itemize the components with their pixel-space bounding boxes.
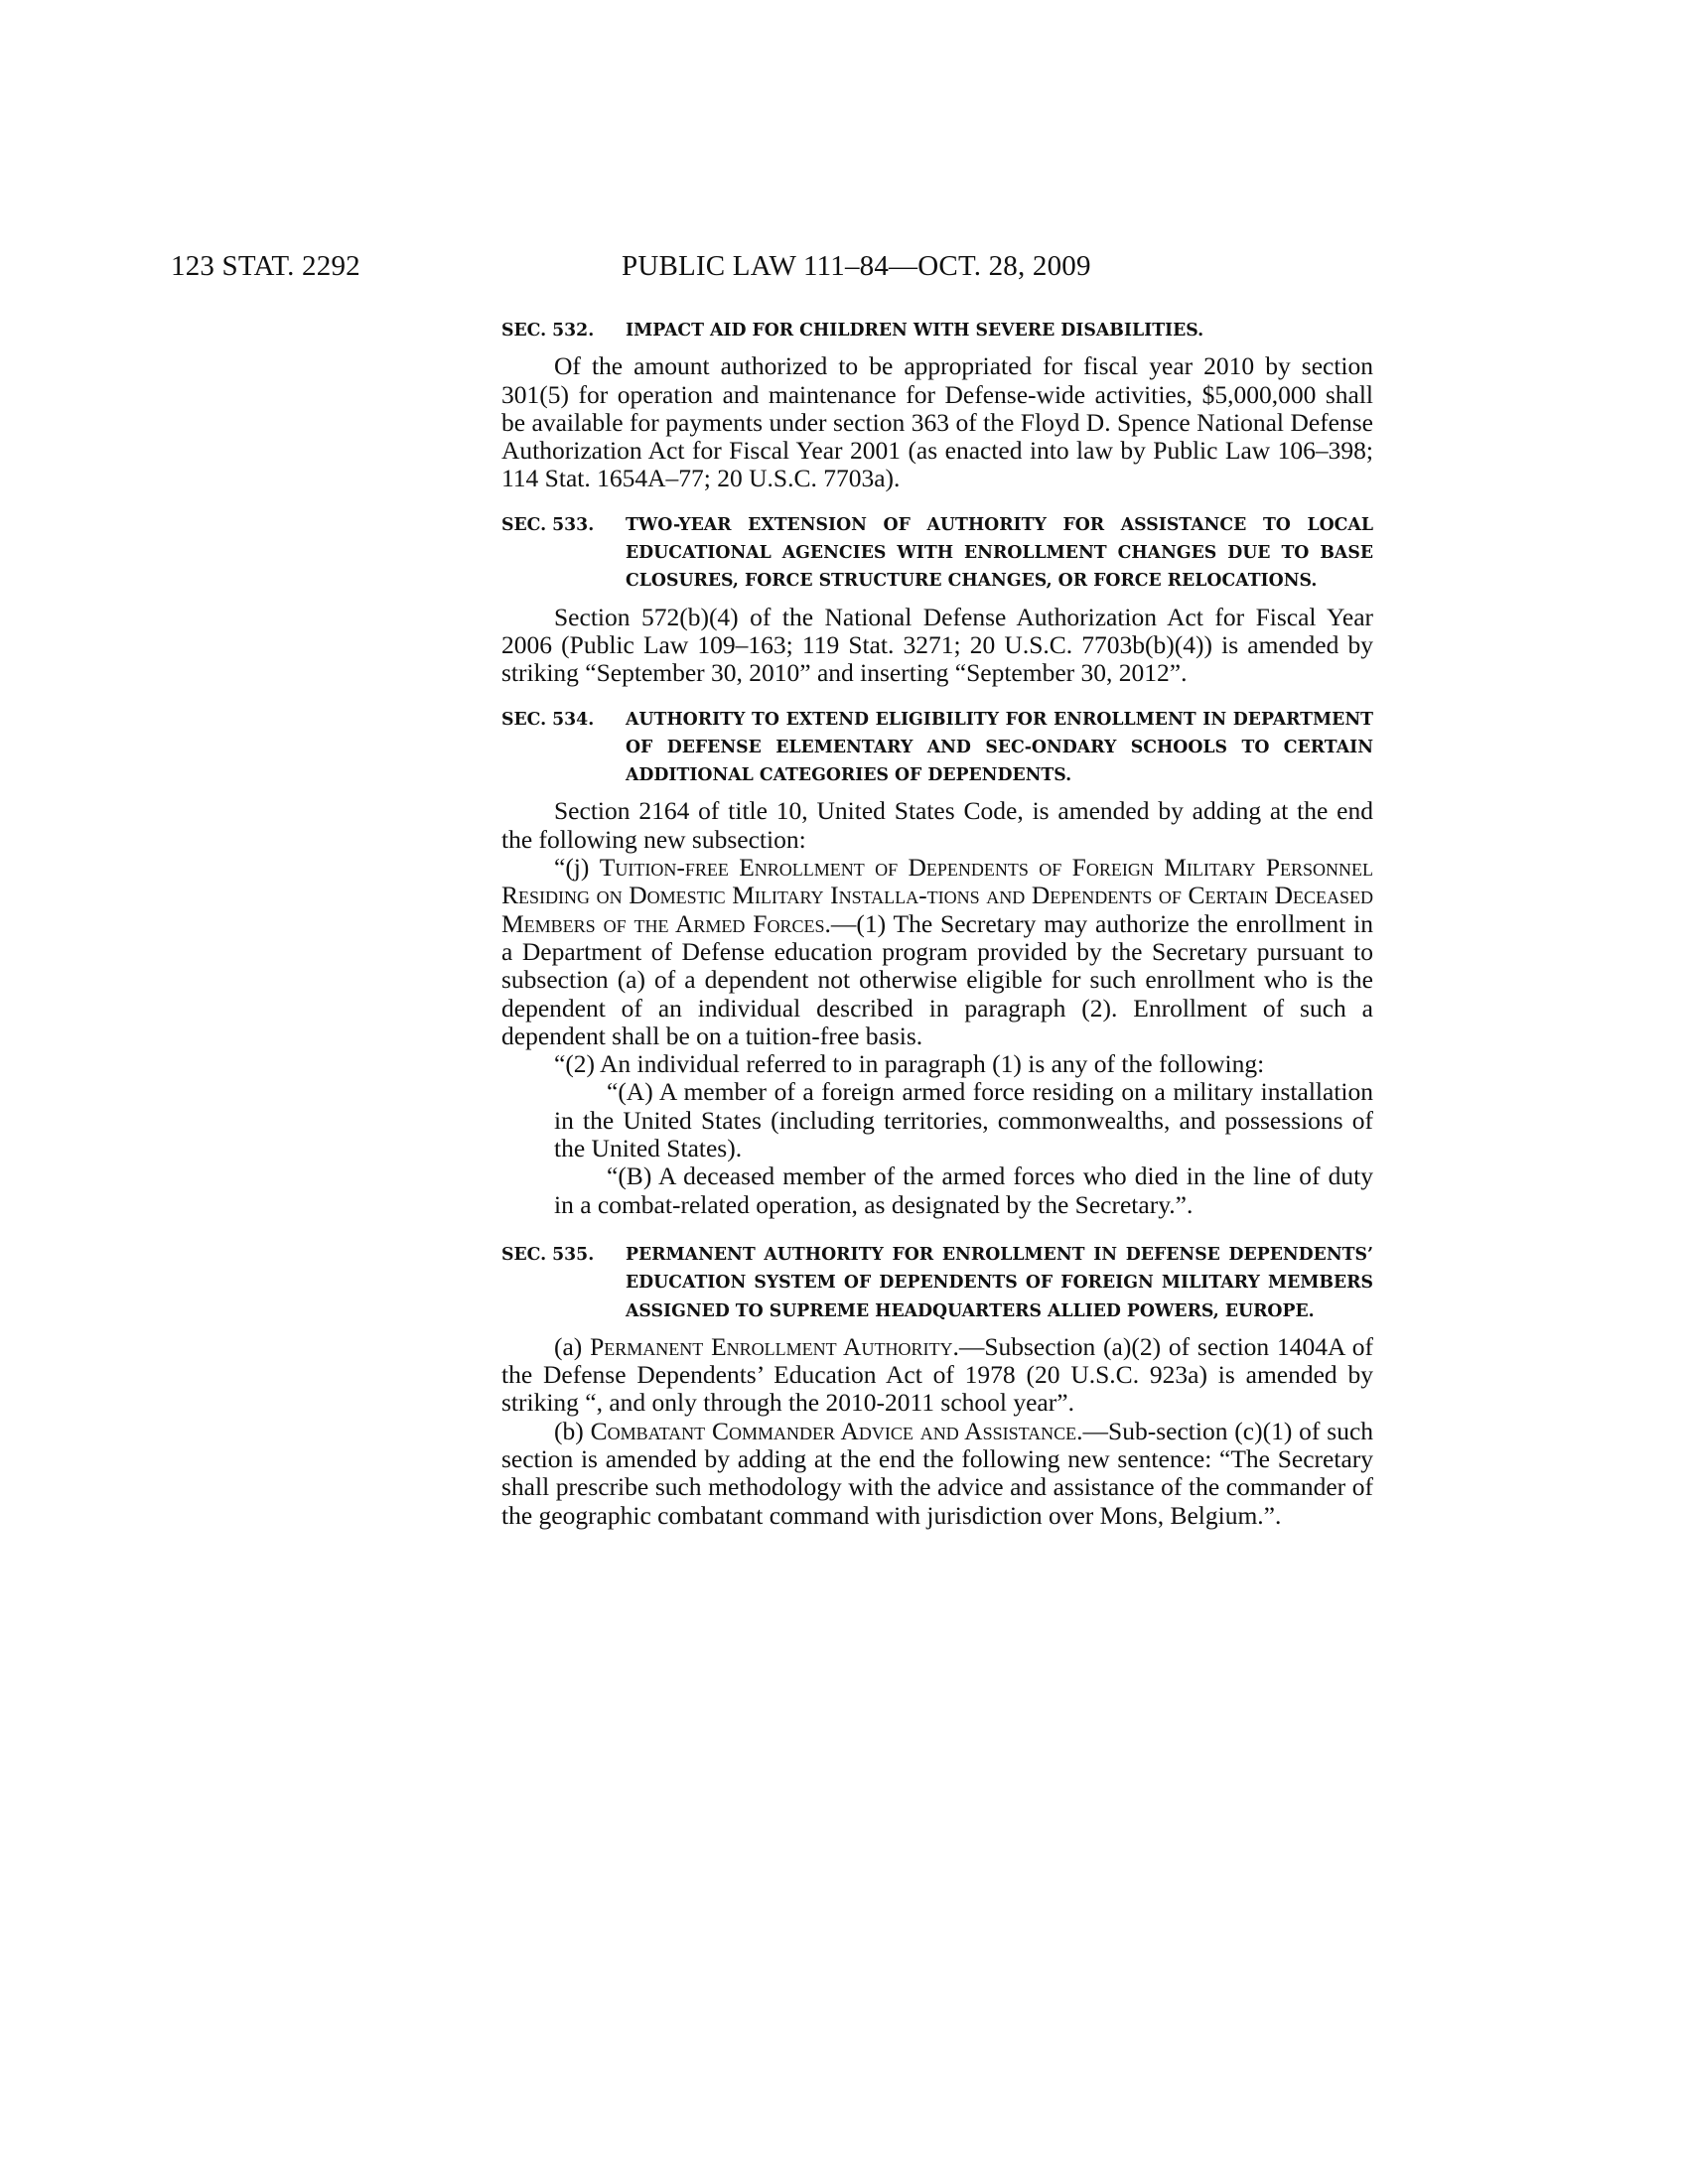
subsection-a-heading: Permanent Enrollment Authority. [590, 1331, 959, 1361]
subsection-j-text: —(1) The Secretary may authorize the enrollment in a Department of Defense education program provided by the Secretary pursuant to subsection (a) of a dependent not otherwise eligible for such enrollment who is the dependent of an individual described in paragraph (2). Enrollment of such a dependent shall be on a tuition-free basis. [501, 908, 1373, 1050]
section-534-number: SEC. 534. [501, 709, 595, 730]
section-533-title: TWO-YEAR EXTENSION OF AUTHORITY FOR ASSISTANCE TO LOCAL EDUCATIONAL AGENCIES WITH ENROLLMENT CHANGES DUE TO BASE CLOSURES, FORCE STRUCTURE CHANGES, OR FORCE RELOCATIONS. [626, 514, 1373, 592]
section-532-heading [501, 317, 1373, 344]
subsection-a-text: —Subsection (a)(2) of section 1404A of the Defense Dependents’ Education Act of 1978 (20 U.S.C. 923a) is amended by striking “, and only through the 2010-2011 school year”. [501, 1331, 1373, 1418]
stat-page-number: 123 STAT. 2292 [171, 250, 360, 282]
subsection-j-prefix: “(j) [554, 853, 600, 883]
section-535-title: PERMANENT AUTHORITY FOR ENROLLMENT IN DEFENSE DEPENDENTS’ EDUCATION SYSTEM OF DEPENDENTS OF FOREIGN MILITARY MEMBERS ASSIGNED TO SUPREME HEADQUARTERS ALLIED POWERS, EUROPE. [626, 1244, 1373, 1321]
section-532-number: SEC. 532. [501, 321, 595, 341]
section-534-intro: Section 2164 of title 10, United States Code, is amended by adding at the end the following new subsection: [501, 796, 1373, 854]
section-534-title: AUTHORITY TO EXTEND ELIGIBILITY FOR ENROLLMENT IN DEPARTMENT OF DEFENSE ELEMENTARY AND SEC-ONDARY SCHOOLS TO CERTAIN ADDITIONAL CATEGORIES OF DEPENDENTS. [626, 709, 1373, 786]
subsection-b-heading: Combatant Commander Advice and Assistance. [590, 1416, 1083, 1445]
public-law-title: PUBLIC LAW 111–84—OCT. 28, 2009 [622, 250, 1091, 282]
subsection-j [501, 854, 1373, 1050]
subsection-b-text: —Sub-section (c)(1) of such section is amended by adding at the end the following new sentence: “The Secretary shall prescribe such methodology with the advice and assistance of the commander of the geographic combatant command with jurisdiction over Mons, Belgium.”. [501, 1416, 1374, 1530]
paragraph-2: “(2) An individual referred to in paragraph (1) is any of the following: [554, 1049, 1265, 1079]
subsection-a [501, 1333, 1373, 1418]
section-533-number: SEC. 533. [501, 514, 595, 535]
subparagraph-a: “(A) A member of a foreign armed force residing on a military installation in the United States (including territories, commonwealths, and possessions of the United States). [554, 1077, 1373, 1163]
subsection-j-heading: Tuition-free Enrollment of Dependents of Foreign Military Personnel Residing on Domestic Military Installa-tions and Dependents of Certain Deceased Members of the Armed Forces. [501, 853, 1373, 938]
section-535-number: SEC. 535. [501, 1244, 595, 1265]
section-532-body: Of the amount authorized to be appropriated for fiscal year 2010 by section 301(5) for operation and maintenance for Defense-wide activities, $5,000,000 shall be available for payments under section 363 of the Floyd D. Spence National Defense Authorization Act for Fiscal Year 2001 (as enacted into law by Public Law 106–398; 114 Stat. 1654A–77; 20 U.S.C. 7703a). [501, 351, 1373, 493]
subsection-b-prefix: (b) [554, 1416, 591, 1445]
section-533-body: Section 572(b)(4) of the National Defense Authorization Act for Fiscal Year 2006 (Public Law 109–163; 119 Stat. 3271; 20 U.S.C. 7703b(b)(4)) is amended by striking “September 30, 2010” and inserting “September 30, 2012”. [501, 602, 1373, 688]
page-header [171, 250, 1362, 290]
section-535-heading [501, 1241, 1373, 1325]
subsection-b [501, 1418, 1373, 1530]
section-533-heading [501, 511, 1373, 596]
subparagraph-b: “(B) A deceased member of the armed forces who died in the line of duty in a combat-related operation, as designated by the Secretary.”. [554, 1161, 1373, 1219]
document-body [501, 317, 1373, 1530]
section-534-heading [501, 706, 1373, 790]
section-532-title: IMPACT AID FOR CHILDREN WITH SEVERE DISABILITIES. [626, 321, 1204, 341]
subsection-a-prefix: (a) [554, 1331, 591, 1361]
